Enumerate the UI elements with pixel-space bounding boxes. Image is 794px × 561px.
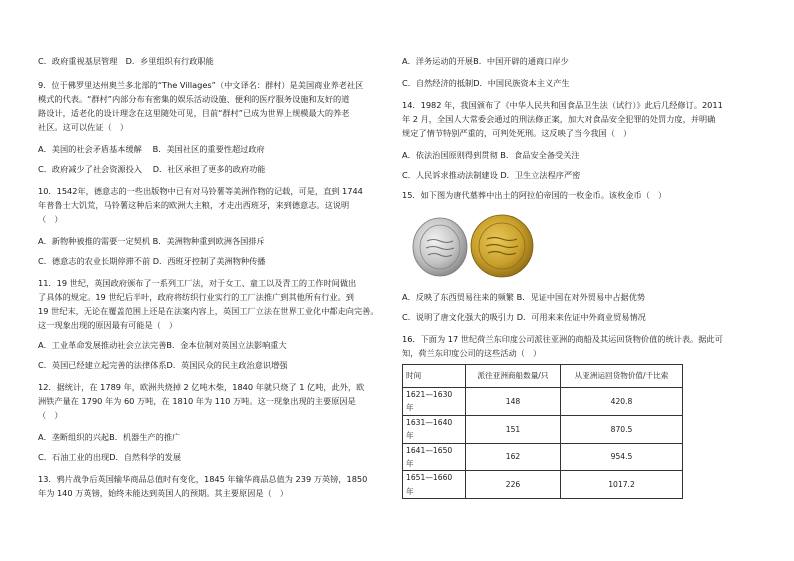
option-line: C．英国已经建立起完善的法律体系D．英国民众的民主政治意识增强 <box>38 360 288 370</box>
question-11-text: 这一现象出现的原因最有可能是（ ） <box>38 320 178 330</box>
option-line: A．工业革命发展推动社会立法完善B．金本位制对英国立法影响重大 <box>38 340 287 350</box>
table-cell: 1017.2 <box>561 471 683 499</box>
question-9-text: 模式的代表。“群村”内部分布有密集的娱乐活动设施、便利的医疗服务设施和友好的道 <box>38 94 350 104</box>
option-line: C．自然经济的抵制D．中国民族资本主义产生 <box>402 78 570 88</box>
option-line: C．人民诉求推动法制建设 D．卫生立法程序严密 <box>402 170 581 180</box>
question-12-text: 12．据统计，在 1789 年，欧洲共烧掉 2 亿吨木柴，1840 年就只烧了 1 亿吨，此外，欧 <box>38 382 365 392</box>
question-12-text: 洲铁产量在 1790 年为 60 万吨，在 1810 年为 110 万吨。这一现象出现的主要原因是 <box>38 396 356 406</box>
question-9-text: 9．位于佛罗里达州奥兰多北部的“The Villages”（中文译名：群村）是美国商业养老社区 <box>38 80 364 90</box>
table-cell: 148 <box>466 388 561 416</box>
question-11-text: 19 世纪末，无论在覆盖范围上还是在法案内容上，英国工厂立法在世界工业化中都走向完善。 <box>38 306 379 316</box>
question-10-text: 10．1542年，德意志的一些出版物中已有对马铃薯等美洲作物的记载，可是，直到 1744 <box>38 186 363 196</box>
table-header-cell: 派往亚洲商船数量/只 <box>466 365 561 388</box>
table-header-row <box>403 365 683 388</box>
question-13-text: 年为 140 万英镑，始终未能达到英国人的预期。其主要原因是（ ） <box>38 488 289 498</box>
table-cell: 162 <box>466 443 561 471</box>
question-13-text: 13．鸦片战争后英国输华商品总值时有变化，1845 年输华商品总值为 239 万英镑，1850 <box>38 474 368 484</box>
option-line: C．石油工业的出现D．自然科学的发展 <box>38 452 182 462</box>
question-9-text: 路设计，适老化的设计理念在这里随处可见，目前“群村”已成为世界上规模最大的养老 <box>38 108 350 118</box>
question-11-text: 11．19 世纪，英国政府颁布了一系列工厂法，对于女工、童工以及青工的工作时间做出 <box>38 278 357 288</box>
table-header-cell: 从亚洲运回货物价值/千比索 <box>561 365 683 388</box>
option-line: A．依法治国原则得到贯彻 B．食品安全备受关注 <box>402 150 580 160</box>
table-row <box>403 443 683 471</box>
option-line: C．说明了唐文化强大的吸引力 D．可用来来佐证中外商业贸易情况 <box>402 312 646 322</box>
option-line: C．政府减少了社会资源投入 D．社区承担了更多的政府功能 <box>38 164 266 174</box>
option-line: A．垄断组织的兴起B．机器生产的推广 <box>38 432 181 442</box>
gold-coin <box>471 215 533 277</box>
trade-statistics-table <box>402 364 683 499</box>
table-cell: 1651—1660 年 <box>403 471 466 499</box>
table-cell: 1641—1650 年 <box>403 443 466 471</box>
question-9-text: 社区。这可以佐证（ ） <box>38 122 129 132</box>
option-line: A．美国的社会矛盾基本缓解 B．美国社区的重要性超过政府 <box>38 144 265 154</box>
question-16-text: 知，荷兰东印度公司的这些活动（ ） <box>402 348 542 358</box>
silver-coin <box>413 218 467 276</box>
table-cell: 870.5 <box>561 415 683 443</box>
question-14-text: 年 2 月，全国人大常委会通过的刑法修正案，加大对食品安全犯罪的处罚力度，并明确 <box>402 114 716 124</box>
question-11-text: 了具体的规定。19 世纪后半叶，政府将纺织行业实行的工厂法推广到其他所有行业。到 <box>38 292 354 302</box>
option-line: C．政府重视基层管理 D．乡里组织有行政职能 <box>38 56 214 66</box>
table-cell: 151 <box>466 415 561 443</box>
table-row <box>403 471 683 499</box>
table-header-cell: 时间 <box>403 365 466 388</box>
table-cell: 420.8 <box>561 388 683 416</box>
table-row <box>403 415 683 443</box>
question-16-text: 16．下面为 17 世纪荷兰东印度公司派往亚洲的商船及其运回货物价值的统计表。据此可 <box>402 334 723 344</box>
option-line: C．德意志的农业长期停滞不前 D．西班牙控制了美洲物种传播 <box>38 256 266 266</box>
table-cell: 1631—1640 年 <box>403 415 466 443</box>
table-cell: 226 <box>466 471 561 499</box>
question-10-text: （ ） <box>38 214 63 224</box>
option-line: A．反映了东西贸易往来的频繁 B．见证中国在对外贸易中占据优势 <box>402 292 646 302</box>
coin-image <box>410 212 540 280</box>
question-14-text: 规定了情节特别严重的，可判处死刑。这反映了当今我国（ ） <box>402 128 632 138</box>
option-line: A．洋务运动的开展B．中国开辟的通商口岸少 <box>402 56 569 66</box>
question-14-text: 14．1982 年，我国颁布了《中华人民共和国食品卫生法（试行）》此后几经修订。2011 <box>402 100 723 110</box>
question-15-text: 15．如下图为唐代墓葬中出土的阿拉伯帝国的一枚金币。该枚金币（ ） <box>402 190 667 200</box>
table-cell: 954.5 <box>561 443 683 471</box>
question-12-text: （ ） <box>38 410 63 420</box>
table-row <box>403 388 683 416</box>
option-line: A．新物种被推的需要一定契机 B．美洲物种重到欧洲各国排斥 <box>38 236 265 246</box>
table-cell: 1621—1630 年 <box>403 388 466 416</box>
question-10-text: 年普鲁士大饥荒，马铃薯这种后来的欧洲大主粮，才走出西班牙，来到德意志。这说明 <box>38 200 350 210</box>
